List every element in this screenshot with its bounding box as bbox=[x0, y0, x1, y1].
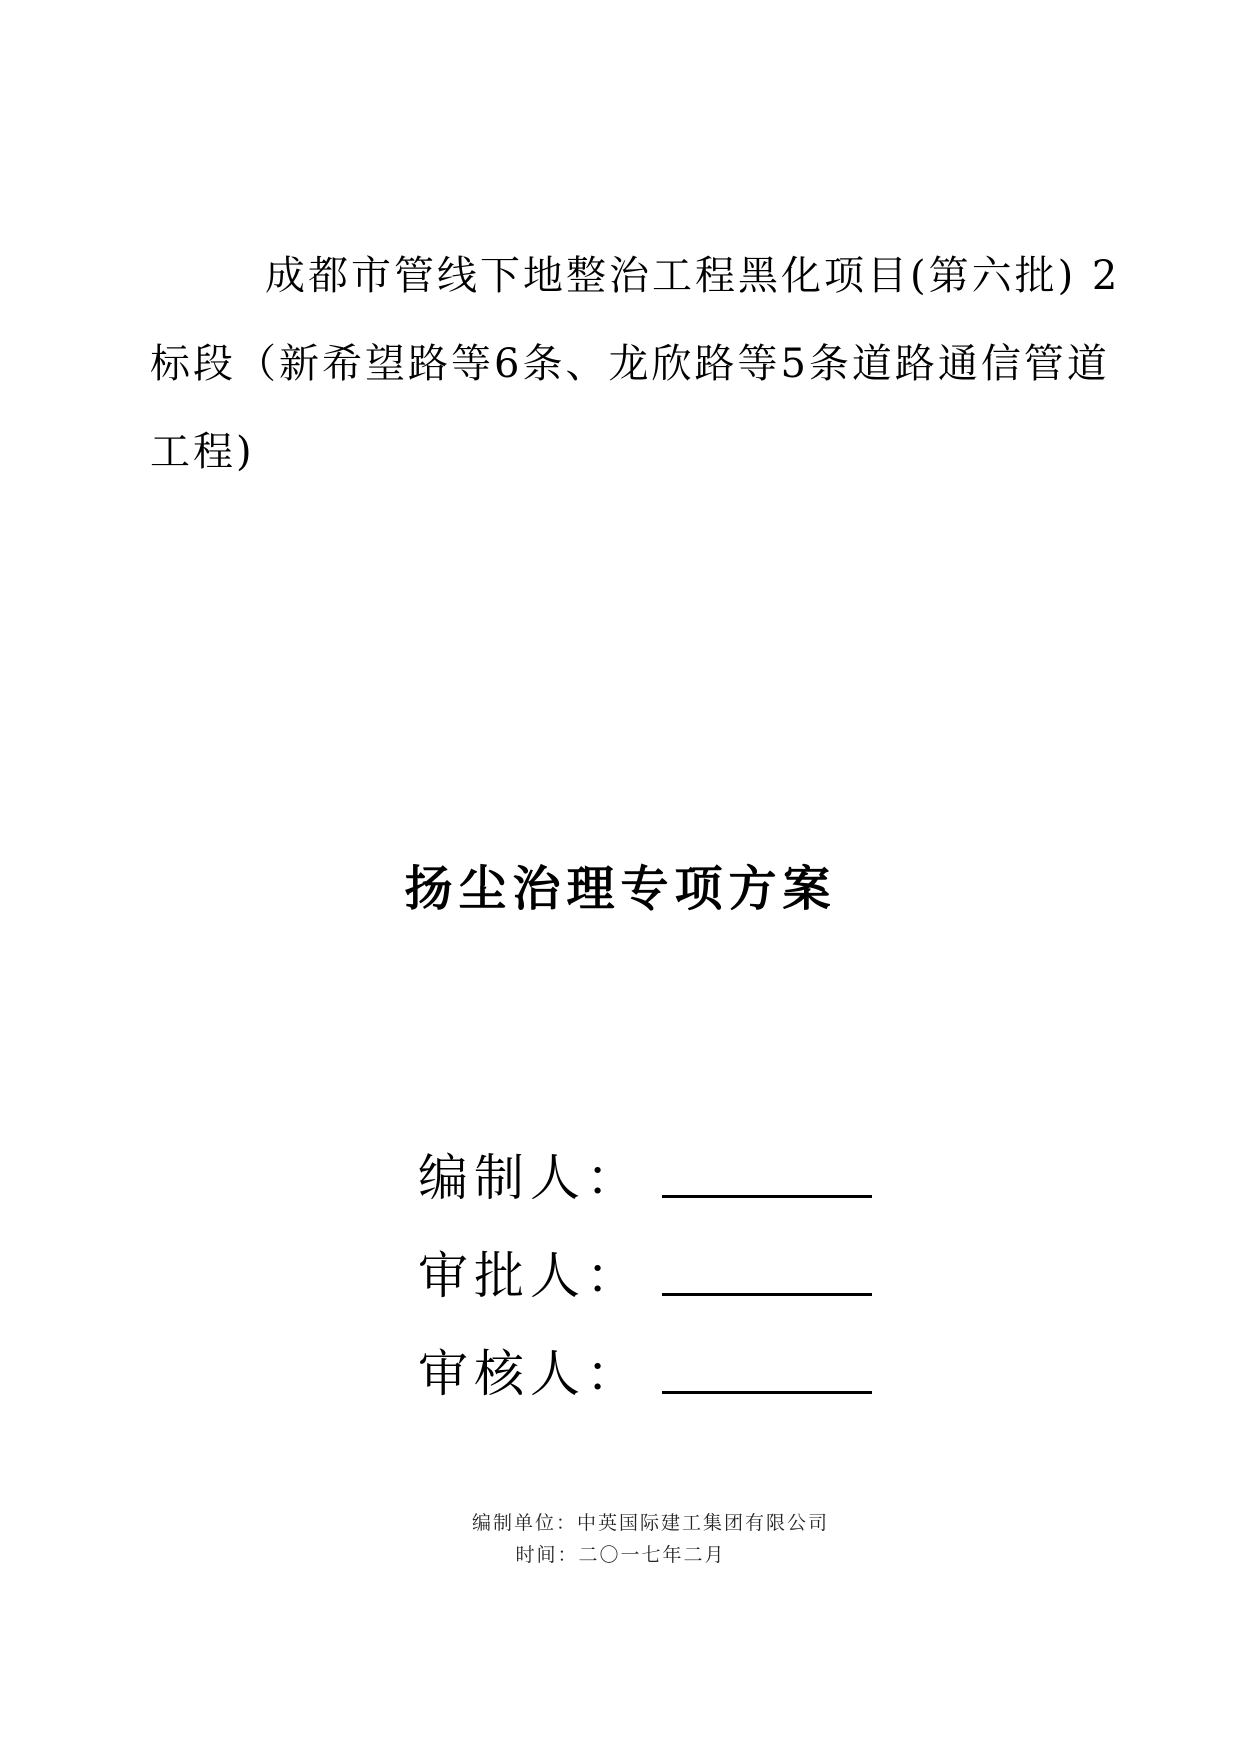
reviewer-label: 审核人： bbox=[418, 1345, 642, 1403]
reviewer-signature-line bbox=[662, 1351, 872, 1394]
compiling-unit: 编制单位：中英国际建工集团有限公司 bbox=[471, 1512, 829, 1534]
compiler-label: 编制人： bbox=[418, 1149, 642, 1207]
signature-row-approver bbox=[418, 1208, 872, 1306]
signature-block bbox=[418, 1110, 872, 1404]
approver-signature-line bbox=[662, 1253, 872, 1296]
signature-row-compiler bbox=[418, 1110, 872, 1208]
document-title: 扬尘治理专项方案 bbox=[404, 861, 837, 917]
approver-label: 审批人： bbox=[418, 1247, 642, 1305]
project-title: 成都市管线下地整治工程黑化项目(第六批) 2标段（新希望路等6条、龙欣路等5条道路通信管道工程) bbox=[150, 253, 1121, 475]
signature-row-reviewer bbox=[418, 1306, 872, 1404]
document-date: 时间：二〇一七年二月 bbox=[515, 1544, 726, 1566]
compiler-signature-line bbox=[662, 1155, 872, 1198]
